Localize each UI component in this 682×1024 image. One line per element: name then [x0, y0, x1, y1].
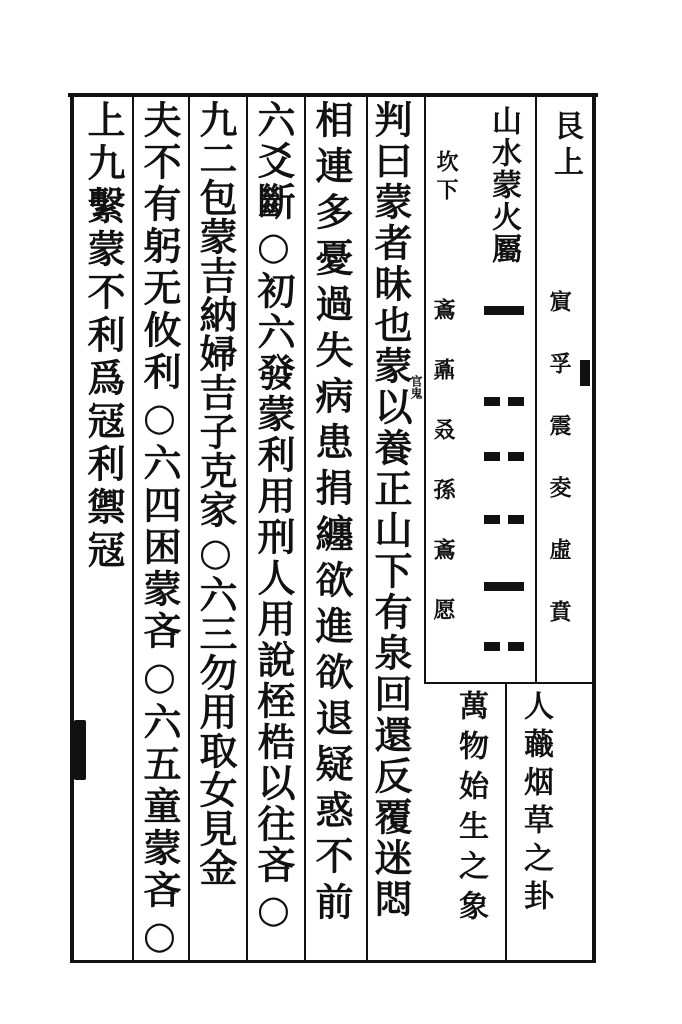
header-box-left-rule [424, 95, 426, 683]
yao-line-3b [508, 452, 524, 461]
ink-speck [74, 720, 86, 780]
body-column-1: 判曰蒙者昧也蒙以養正山下有泉回還反覆迷悶 [368, 100, 413, 920]
cycle-b-5: 鴍 [430, 538, 456, 598]
yao-line-1 [484, 306, 524, 315]
header-cycle-b [432, 298, 454, 658]
cycle-b-6: 愿 [430, 598, 456, 658]
cycle-a-2: 孚 [546, 352, 572, 414]
cycle-b-1: 鴍 [430, 298, 456, 358]
right-border-rule [592, 93, 596, 963]
cycle-a-3: 震 [546, 414, 572, 476]
header-tiny-note: 官鬼 [409, 375, 423, 399]
upper-trigram-label: 艮上 [548, 110, 583, 182]
body-column-6: 上九繫蒙不利爲冦利禦冦 [81, 100, 126, 573]
gua-name-line: 人蘵烟草之卦 [518, 690, 553, 918]
top-border-rule [68, 93, 598, 97]
header-box-bottom-rule [424, 682, 592, 684]
page-edge-notch [580, 360, 590, 386]
body-column-3: 六爻斷○初六發蒙利用刑人用說桎梏以往吝○ [251, 100, 296, 934]
cycle-b-2: 鼒 [430, 358, 456, 418]
body-column-4: 九二包蒙吉納婦吉子克家○六三勿用取女見金 [193, 100, 238, 887]
cycle-a-1: 賔 [546, 290, 572, 352]
yao-line-3 [484, 452, 500, 461]
yao-line-2b [508, 397, 524, 406]
yao-line-5 [484, 582, 524, 591]
header-cycle-a [548, 290, 570, 662]
yao-line-6b [508, 642, 524, 651]
body-column-5: 夫不有躬无攸利○六四困蒙吝○六五童蒙吝○ [137, 100, 182, 961]
yao-line-6 [484, 642, 500, 651]
left-border-rule [70, 93, 74, 963]
column-rule-4 [188, 95, 190, 960]
lower-trigram-label: 坎下 [433, 150, 459, 206]
hexagram-divider-rule [535, 95, 537, 683]
gua-image-line: 萬物始生之象 [453, 690, 488, 930]
cycle-a-6: 賁 [546, 600, 572, 662]
cycle-b-4: 孫 [430, 478, 456, 538]
cycle-a-5: 虛 [546, 538, 572, 600]
cycle-b-3: 叒 [430, 418, 456, 478]
cycle-a-4: 夌 [546, 476, 572, 538]
yao-line-2 [484, 397, 500, 406]
column-rule-2 [304, 95, 306, 960]
hexagram-title: 山水蒙火屬 [486, 105, 521, 265]
body-column-2: 相連多憂過失病患捐纏欲進欲退疑惑不前 [309, 100, 354, 928]
heading-divider-rule [505, 684, 507, 960]
yao-line-4b [508, 515, 524, 524]
yao-line-4 [484, 515, 500, 524]
column-rule-3 [246, 95, 248, 960]
column-rule-5 [132, 95, 134, 960]
